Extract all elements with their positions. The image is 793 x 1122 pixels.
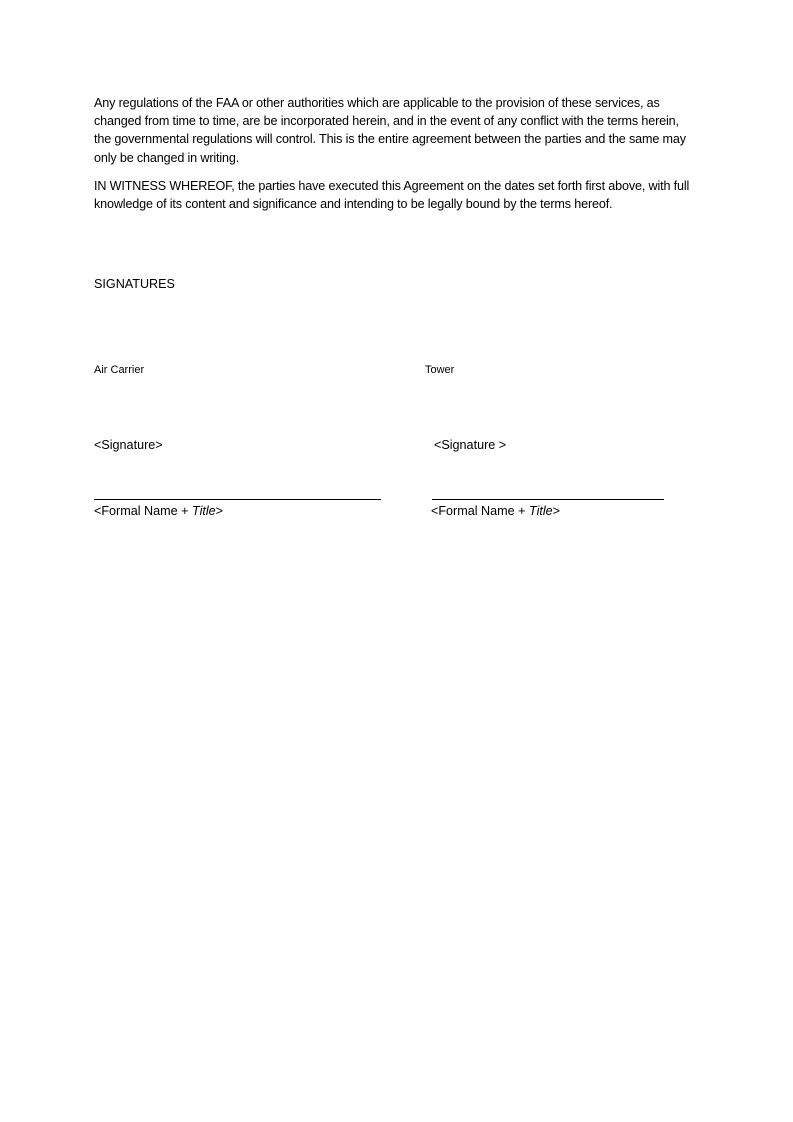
party-label-tower: Tower: [425, 364, 455, 376]
formal-name-title: Title: [528, 504, 553, 518]
formal-name-tower: [431, 502, 560, 520]
signature-line-tower: [432, 499, 664, 500]
formal-name-prefix: <Formal Name +: [94, 504, 192, 518]
signature-line-air-carrier: [94, 499, 381, 500]
formal-name-title: Title: [191, 504, 216, 518]
signatures-heading: SIGNATURES: [94, 277, 175, 291]
formal-name-suffix: >: [215, 504, 224, 518]
paragraph-regulations: Any regulations of the FAA or other authorities which are applicable to the provision of these services, as changed from time to time, are be incorporated herein, and in the event of any conflict with the terms herein, the governmental regulations will control. This is the entire agreement between the parties and the same may only be changed in writing.: [94, 96, 686, 165]
signature-placeholder-tower: <Signature >: [434, 438, 507, 452]
signature-placeholder-air-carrier: <Signature>: [94, 438, 163, 452]
paragraph-witness: IN WITNESS WHEREOF, the parties have executed this Agreement on the dates set forth first above, with full knowledge of its content and significance and intending to be legally bound by the terms hereof.: [94, 179, 690, 212]
formal-name-air-carrier: [94, 502, 223, 520]
party-label-air-carrier: Air Carrier: [94, 364, 145, 376]
formal-name-suffix: >: [552, 504, 561, 518]
formal-name-prefix: <Formal Name +: [431, 504, 529, 518]
